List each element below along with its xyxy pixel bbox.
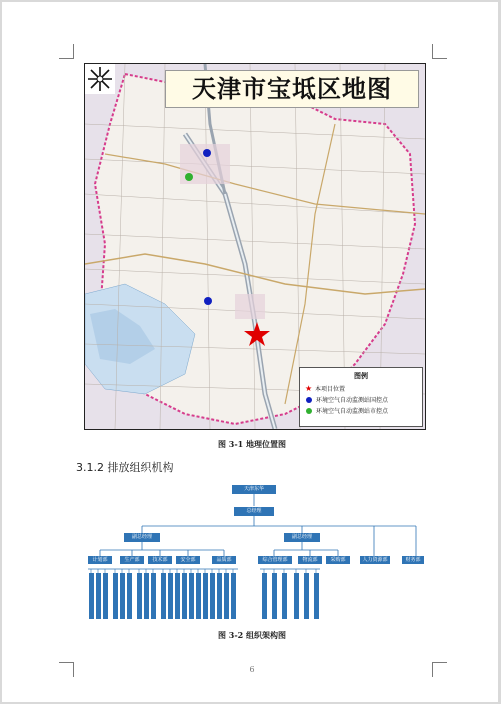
org-subunit (168, 573, 173, 619)
org-subunit (103, 573, 108, 619)
org-department: 技术部 (148, 556, 172, 564)
org-subunit (196, 573, 201, 619)
org-subunit (262, 573, 267, 619)
org-root: 天津东华 (232, 485, 276, 494)
legend-title: 图例 (354, 371, 368, 380)
org-deputy-manager: 副总经理 (284, 533, 320, 542)
figure-caption: 图 3-2 组织架构图 (217, 630, 287, 640)
compass-icon (85, 64, 115, 94)
document-page (2, 2, 498, 702)
crop-mark (432, 44, 447, 59)
star-icon: ★ (305, 384, 313, 393)
org-subunit (144, 573, 149, 619)
org-department: 综合管理部 (258, 556, 292, 564)
org-subunit (210, 573, 215, 619)
legend-label: 环境空气自动监测站市控点 (316, 408, 389, 415)
org-subunit (231, 573, 236, 619)
org-subunit (175, 573, 180, 619)
legend-label: 环境空气自动监测站国控点 (316, 397, 389, 404)
org-subunit (182, 573, 187, 619)
org-department: 品质部 (212, 556, 236, 564)
org-subunit (294, 573, 299, 619)
org-department: 物流部 (298, 556, 322, 564)
legend-item (305, 395, 422, 404)
org-subunit (161, 573, 166, 619)
org-connectors (84, 480, 424, 622)
crop-mark (59, 662, 74, 677)
org-department: 采购部 (326, 556, 350, 564)
org-chart (84, 480, 424, 622)
org-subunit (151, 573, 156, 619)
org-subunit (189, 573, 194, 619)
org-subunit (304, 573, 309, 619)
org-department: 计划部 (88, 556, 112, 564)
org-department: 安全部 (176, 556, 200, 564)
org-subunit (224, 573, 229, 619)
org-department: 生产部 (120, 556, 144, 564)
location-map (84, 63, 426, 430)
section-heading: 3.1.2 排放组织机构 (76, 461, 174, 474)
green-dot-icon (306, 408, 312, 414)
org-deputy-manager: 副总经理 (124, 533, 160, 542)
crop-mark (59, 44, 74, 59)
map-legend (299, 367, 423, 427)
page-number: 6 (249, 665, 255, 674)
org-subunit (282, 573, 287, 619)
org-department: 人力资源部 (360, 556, 390, 564)
org-subunit (137, 573, 142, 619)
map-title: 天津市宝坻区地图 (165, 70, 419, 108)
legend-label: 本项目位置 (315, 386, 346, 393)
org-subunit (89, 573, 94, 619)
org-subunit (217, 573, 222, 619)
blue-dot-icon (306, 397, 312, 403)
org-subunit (120, 573, 125, 619)
legend-item (305, 406, 422, 415)
org-subunit (203, 573, 208, 619)
figure-caption: 图 3-1 地理位置图 (217, 439, 287, 449)
org-subunit (127, 573, 132, 619)
org-subunit (314, 573, 319, 619)
org-general-manager: 总经理 (234, 507, 274, 516)
org-subunit (96, 573, 101, 619)
legend-item (305, 384, 422, 393)
org-subunit (272, 573, 277, 619)
crop-mark (432, 662, 447, 677)
org-department: 财务部 (402, 556, 424, 564)
org-subunit (113, 573, 118, 619)
